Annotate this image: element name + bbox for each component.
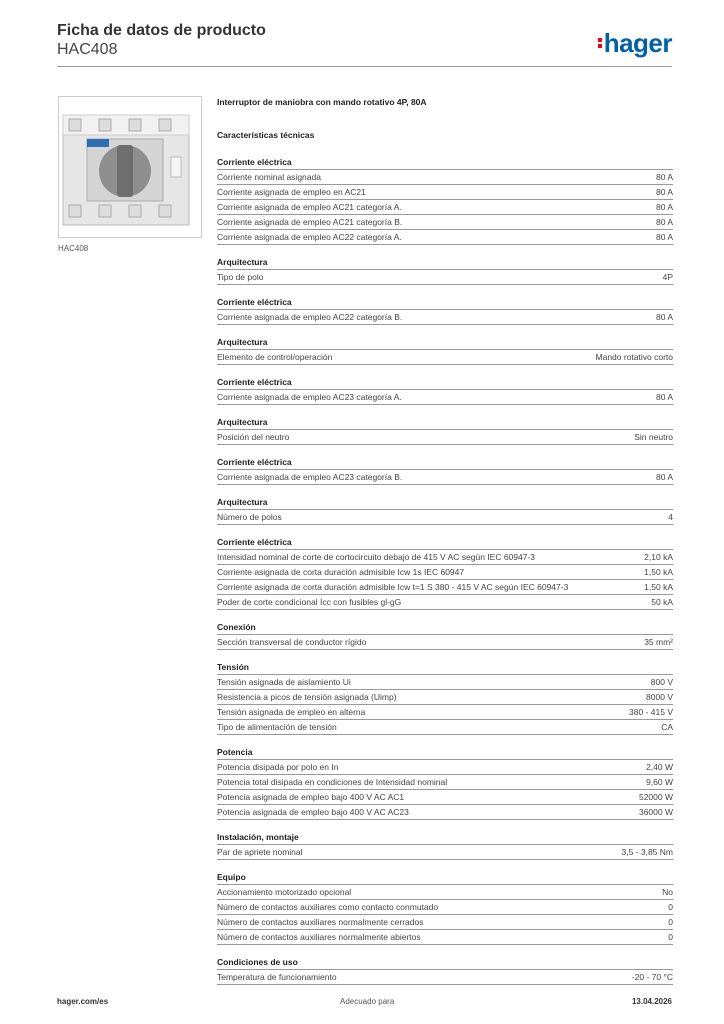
spec-value: 50 kA bbox=[651, 596, 673, 607]
spec-row bbox=[217, 510, 673, 525]
spec-value: 80 A bbox=[655, 171, 673, 182]
spec-label: Par de apriete nominal bbox=[217, 846, 303, 857]
spec-label: Corriente asignada de empleo AC22 categoría A. bbox=[217, 231, 402, 242]
spec-value: 2,10 kA bbox=[644, 551, 673, 562]
spec-value: 80 A bbox=[655, 186, 673, 197]
section-heading: Corriente eléctrica bbox=[217, 375, 673, 390]
section-heading: Corriente eléctrica bbox=[217, 295, 673, 310]
section-spacer bbox=[217, 485, 673, 495]
spec-label: Potencia disipada por polo en In bbox=[217, 761, 339, 772]
logo-text: hager bbox=[603, 28, 672, 58]
spec-label: Temperatura de funcionamiento bbox=[217, 971, 337, 982]
spec-value: 1,50 kA bbox=[644, 566, 673, 577]
spec-value: 80 A bbox=[655, 231, 673, 242]
spec-value: 1,50 kA bbox=[644, 581, 673, 592]
spec-row bbox=[217, 270, 673, 285]
spec-label: Tipo de alimentación de tensión bbox=[217, 721, 337, 732]
section-spacer bbox=[217, 325, 673, 335]
spec-label: Corriente asignada de empleo AC21 categoría B. bbox=[217, 216, 403, 227]
spec-value: 8000 V bbox=[646, 691, 673, 702]
spec-row bbox=[217, 930, 673, 945]
spec-label: Accionamiento motorizado opcional bbox=[217, 886, 352, 897]
spec-row bbox=[217, 635, 673, 650]
technical-characteristics-title: Características técnicas bbox=[217, 130, 315, 140]
spec-label: Posición del neutro bbox=[217, 431, 290, 442]
section-spacer bbox=[217, 610, 673, 620]
spec-label: Potencia total disipada en condiciones de Intensidad nominal bbox=[217, 776, 448, 787]
section-heading: Instalación, montaje bbox=[217, 830, 673, 845]
spec-row bbox=[217, 565, 673, 580]
section-spacer bbox=[217, 405, 673, 415]
rotary-switch-product-photo-icon bbox=[58, 96, 202, 238]
section-spacer bbox=[217, 820, 673, 830]
section-heading: Arquitectura bbox=[217, 335, 673, 350]
spec-label: Número de contactos auxiliares como contacto conmutado bbox=[217, 901, 439, 912]
spec-value: 4 bbox=[668, 511, 673, 522]
image-caption: HAC408 bbox=[58, 244, 89, 253]
spec-section bbox=[217, 495, 673, 525]
product-code: HAC408 bbox=[57, 41, 118, 58]
spec-value: 4P bbox=[662, 271, 673, 282]
footer-website: hager.com/es bbox=[57, 997, 109, 1006]
spec-label: Corriente asignada de empleo AC21 categoría A. bbox=[217, 201, 402, 212]
spec-label: Elemento de control/operación bbox=[217, 351, 333, 362]
spec-row bbox=[217, 550, 673, 565]
spec-row bbox=[217, 470, 673, 485]
spec-value: 380 - 415 V bbox=[629, 706, 673, 717]
spec-label: Corriente asignada de corta duración admisible Icw 1s IEC 60947 bbox=[217, 566, 465, 577]
spec-row bbox=[217, 970, 673, 985]
page-title: Ficha de datos de producto bbox=[57, 22, 266, 39]
section-heading: Arquitectura bbox=[217, 255, 673, 270]
spec-value: 52000 W bbox=[638, 791, 673, 802]
spec-row bbox=[217, 705, 673, 720]
section-heading: Equipo bbox=[217, 870, 673, 885]
header-divider bbox=[57, 66, 672, 67]
spec-row bbox=[217, 915, 673, 930]
spec-label: Tensión asignada de aislamiento Ui bbox=[217, 676, 351, 687]
spec-label: Sección transversal de conductor rígido bbox=[217, 636, 367, 647]
spec-value: Sin neutro bbox=[634, 431, 673, 442]
spec-label: Corriente asignada de corta duración admisible Icw t=1 S 380 - 415 V AC según IEC 60947-3 bbox=[217, 581, 569, 592]
spec-row bbox=[217, 720, 673, 735]
section-spacer bbox=[217, 445, 673, 455]
spec-value: 36000 W bbox=[638, 806, 673, 817]
spec-row bbox=[217, 900, 673, 915]
section-heading: Conexión bbox=[217, 620, 673, 635]
spec-label: Corriente asignada de empleo en AC21 bbox=[217, 186, 366, 197]
spec-value: 80 A bbox=[655, 391, 673, 402]
section-spacer bbox=[217, 365, 673, 375]
spec-section bbox=[217, 830, 673, 860]
spec-value: -20 - 70 °C bbox=[631, 971, 673, 982]
spec-row bbox=[217, 430, 673, 445]
spec-value: 0 bbox=[668, 901, 673, 912]
section-heading: Tensión bbox=[217, 660, 673, 675]
spec-label: Potencia asignada de empleo bajo 400 V AC AC23 bbox=[217, 806, 409, 817]
spec-value: 80 A bbox=[655, 311, 673, 322]
spec-row bbox=[217, 595, 673, 610]
spec-row bbox=[217, 775, 673, 790]
footer-date: 13.04.2026 bbox=[631, 997, 672, 1006]
spec-label: Poder de corte condicional Icc con fusibles gl-gG bbox=[217, 596, 402, 607]
spec-row bbox=[217, 845, 673, 860]
spec-content bbox=[217, 96, 673, 985]
section-heading: Condiciones de uso bbox=[217, 955, 673, 970]
spec-label: Resistencia a picos de tensión asignada (Uimp) bbox=[217, 691, 397, 702]
footer-note: Adecuado para bbox=[340, 997, 395, 1006]
spec-row bbox=[217, 885, 673, 900]
spec-section bbox=[217, 295, 673, 325]
spec-value: Mando rotativo corto bbox=[595, 351, 673, 362]
spec-row bbox=[217, 390, 673, 405]
spec-value: 3,5 - 3,85 Nm bbox=[621, 846, 673, 857]
section-heading: Arquitectura bbox=[217, 495, 673, 510]
section-spacer bbox=[217, 735, 673, 745]
spec-row bbox=[217, 580, 673, 595]
spec-row bbox=[217, 215, 673, 230]
spec-row bbox=[217, 350, 673, 365]
spec-value: 0 bbox=[668, 931, 673, 942]
spec-section bbox=[217, 455, 673, 485]
spec-label: Tensión asignada de empleo en alterna bbox=[217, 706, 366, 717]
section-spacer bbox=[217, 525, 673, 535]
spec-value: No bbox=[662, 886, 673, 897]
spec-row bbox=[217, 310, 673, 325]
section-heading: Corriente eléctrica bbox=[217, 455, 673, 470]
spec-value: 80 A bbox=[655, 471, 673, 482]
spec-row bbox=[217, 805, 673, 820]
spec-section bbox=[217, 155, 673, 245]
spec-section bbox=[217, 255, 673, 285]
spec-label: Número de contactos auxiliares normalmente cerrados bbox=[217, 916, 424, 927]
spec-row bbox=[217, 790, 673, 805]
spec-row bbox=[217, 200, 673, 215]
section-spacer bbox=[217, 650, 673, 660]
spec-section bbox=[217, 870, 673, 945]
spec-value: 2,40 W bbox=[646, 761, 673, 772]
section-heading: Corriente eléctrica bbox=[217, 535, 673, 550]
spec-label: Corriente asignada de empleo AC22 categoría B. bbox=[217, 311, 403, 322]
spec-label: Número de contactos auxiliares normalmente abiertos bbox=[217, 931, 421, 942]
spec-value: 9,60 W bbox=[646, 776, 673, 787]
spec-value: 80 A bbox=[655, 201, 673, 212]
section-spacer bbox=[217, 945, 673, 955]
spec-section bbox=[217, 535, 673, 610]
spec-label: Corriente asignada de empleo AC23 categoría A. bbox=[217, 391, 402, 402]
spec-row bbox=[217, 170, 673, 185]
spec-section bbox=[217, 415, 673, 445]
spec-row bbox=[217, 690, 673, 705]
spec-section bbox=[217, 660, 673, 735]
spec-section bbox=[217, 375, 673, 405]
spec-label: Corriente nominal asignada bbox=[217, 171, 321, 182]
section-spacer bbox=[217, 245, 673, 255]
spec-label: Potencia asignada de empleo bajo 400 V AC AC1 bbox=[217, 791, 405, 802]
spec-section bbox=[217, 620, 673, 650]
section-heading: Corriente eléctrica bbox=[217, 155, 673, 170]
spec-section bbox=[217, 955, 673, 985]
spec-value: CA bbox=[661, 721, 673, 732]
spec-sections bbox=[217, 155, 673, 985]
section-spacer bbox=[217, 285, 673, 295]
spec-value: 800 V bbox=[650, 676, 673, 687]
document-header bbox=[57, 22, 266, 60]
spec-label: Intensidad nominal de corte de cortocircuito debajo de 415 V AC según IEC 60947-3 bbox=[217, 551, 536, 562]
hager-logo bbox=[598, 28, 672, 59]
spec-row bbox=[217, 675, 673, 690]
section-spacer bbox=[217, 860, 673, 870]
spec-label: Corriente asignada de empleo AC23 categoría B. bbox=[217, 471, 403, 482]
product-description: Interruptor de maniobra con mando rotativo 4P, 80A bbox=[217, 97, 427, 107]
spec-section bbox=[217, 745, 673, 820]
spec-value: 35 mm² bbox=[644, 636, 673, 647]
spec-section bbox=[217, 335, 673, 365]
spec-value: 80 A bbox=[655, 216, 673, 227]
section-heading: Potencia bbox=[217, 745, 673, 760]
spec-label: Tipo de polo bbox=[217, 271, 264, 282]
logo-dots-icon bbox=[598, 36, 603, 50]
spec-row bbox=[217, 760, 673, 775]
spec-row bbox=[217, 230, 673, 245]
spec-label: Número de polos bbox=[217, 511, 282, 522]
spec-row bbox=[217, 185, 673, 200]
section-heading: Arquitectura bbox=[217, 415, 673, 430]
spec-value: 0 bbox=[668, 916, 673, 927]
